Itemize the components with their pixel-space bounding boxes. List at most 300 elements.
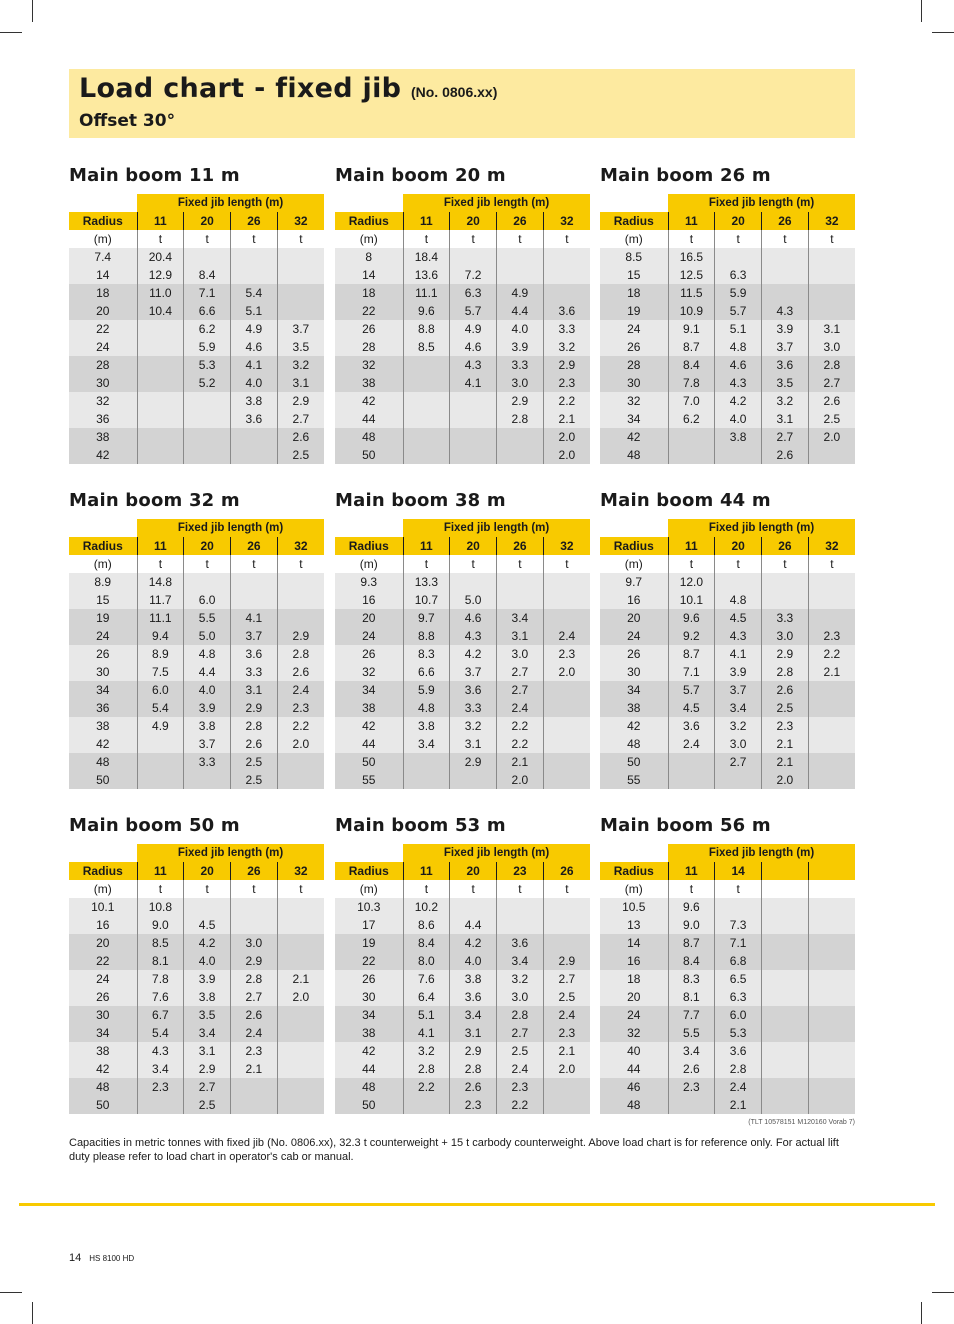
capacity-cell <box>137 428 184 446</box>
capacity-cell <box>762 1024 809 1042</box>
capacity-cell <box>543 717 590 735</box>
radius-cell: 46 <box>600 1078 668 1096</box>
capacity-cell: 2.3 <box>497 1078 544 1096</box>
capacity-cell: 2.4 <box>668 735 715 753</box>
table-row <box>335 392 590 410</box>
boom-table-block <box>600 812 855 1114</box>
capacity-cell <box>762 1096 809 1114</box>
capacity-cell <box>808 1042 855 1060</box>
capacity-cell <box>762 898 809 916</box>
capacity-cell <box>277 1006 324 1024</box>
radius-cell: 32 <box>335 356 403 374</box>
capacity-cell: 4.6 <box>231 338 278 356</box>
capacity-cell: 7.1 <box>184 284 231 302</box>
unit-cell: t <box>715 555 762 573</box>
capacity-cell: 6.7 <box>137 1006 184 1024</box>
capacity-cell: 3.1 <box>762 410 809 428</box>
capacity-cell: 3.4 <box>403 735 450 753</box>
capacity-cell: 2.3 <box>543 1024 590 1042</box>
capacity-cell <box>184 898 231 916</box>
capacity-cell <box>668 1096 715 1114</box>
capacity-cell <box>715 771 762 789</box>
radius-cell: 16 <box>335 591 403 609</box>
table-row <box>600 609 855 627</box>
capacity-cell: 2.6 <box>762 681 809 699</box>
table-row <box>600 988 855 1006</box>
radius-header: Radius <box>600 212 668 230</box>
capacity-cell <box>808 1024 855 1042</box>
radius-cell: 26 <box>69 988 137 1006</box>
capacity-cell: 16.5 <box>668 248 715 266</box>
capacity-cell <box>808 284 855 302</box>
radius-cell: 42 <box>600 717 668 735</box>
capacity-cell: 2.2 <box>497 735 544 753</box>
header-blank <box>69 844 137 862</box>
table-row <box>335 1078 590 1096</box>
radius-cell: 38 <box>69 1042 137 1060</box>
header-blank <box>69 194 137 212</box>
capacity-cell: 11.7 <box>137 591 184 609</box>
capacity-cell: 7.2 <box>450 266 497 284</box>
table-row <box>335 1096 590 1114</box>
capacity-cell <box>543 591 590 609</box>
capacity-cell: 2.2 <box>543 392 590 410</box>
capacity-cell <box>762 284 809 302</box>
capacity-cell <box>277 753 324 771</box>
radius-cell: 24 <box>335 627 403 645</box>
capacity-cell: 6.6 <box>184 302 231 320</box>
table-row <box>69 446 324 464</box>
capacity-cell: 2.5 <box>184 1096 231 1114</box>
capacity-cell <box>277 1078 324 1096</box>
table-row <box>335 663 590 681</box>
capacity-cell: 2.0 <box>543 663 590 681</box>
capacity-cell: 3.6 <box>231 645 278 663</box>
unit-cell: t <box>715 230 762 248</box>
capacity-cell <box>277 898 324 916</box>
radius-cell: 36 <box>69 410 137 428</box>
jib-length-column: 11 <box>668 537 715 555</box>
capacity-cell: 3.2 <box>277 356 324 374</box>
capacity-cell: 4.8 <box>403 699 450 717</box>
unit-cell <box>762 880 809 898</box>
capacity-cell <box>543 573 590 591</box>
capacity-cell: 2.1 <box>543 410 590 428</box>
capacity-cell <box>668 428 715 446</box>
capacity-cell <box>231 573 278 591</box>
capacity-cell <box>762 266 809 284</box>
capacity-cell <box>808 753 855 771</box>
jib-length-header: Fixed jib length (m) <box>403 844 590 862</box>
capacity-cell <box>231 898 278 916</box>
load-table <box>600 194 855 464</box>
radius-cell: 28 <box>600 356 668 374</box>
radius-cell: 16 <box>600 952 668 970</box>
page-title-text: Load chart - fixed jib <box>79 73 402 104</box>
capacity-cell: 2.3 <box>543 374 590 392</box>
table-row <box>69 898 324 916</box>
reference-note: (TLT 10578151 M120160 Vorab 7) <box>748 1119 855 1126</box>
capacity-cell: 3.3 <box>184 753 231 771</box>
radius-unit: (m) <box>69 230 137 248</box>
capacity-cell: 3.4 <box>668 1042 715 1060</box>
capacity-cell <box>808 934 855 952</box>
capacity-cell: 3.5 <box>277 338 324 356</box>
table-row <box>600 898 855 916</box>
capacity-cell: 2.2 <box>497 717 544 735</box>
capacity-cell: 5.0 <box>450 591 497 609</box>
radius-cell: 50 <box>335 753 403 771</box>
capacity-cell: 7.5 <box>137 663 184 681</box>
capacity-cell: 2.5 <box>231 771 278 789</box>
boom-table-title: Main boom 53 m <box>335 815 506 836</box>
radius-cell: 40 <box>600 1042 668 1060</box>
capacity-cell: 3.9 <box>715 663 762 681</box>
capacity-cell <box>277 1024 324 1042</box>
capacity-cell <box>543 934 590 952</box>
capacity-cell: 2.8 <box>497 1006 544 1024</box>
capacity-cell: 2.9 <box>231 952 278 970</box>
page-title <box>79 73 497 104</box>
table-row <box>335 970 590 988</box>
table-row <box>335 699 590 717</box>
table-row <box>600 1078 855 1096</box>
table-row <box>335 645 590 663</box>
capacity-cell <box>450 898 497 916</box>
capacity-cell: 10.8 <box>137 898 184 916</box>
radius-header: Radius <box>69 212 137 230</box>
table-row <box>335 356 590 374</box>
jib-length-column: 11 <box>668 212 715 230</box>
capacity-cell: 5.1 <box>231 302 278 320</box>
unit-cell: t <box>137 880 184 898</box>
unit-cell: t <box>497 230 544 248</box>
capacity-cell: 8.5 <box>137 934 184 952</box>
capacity-cell: 5.0 <box>184 627 231 645</box>
jib-length-column: 11 <box>137 862 184 880</box>
capacity-cell: 2.9 <box>277 627 324 645</box>
capacity-cell: 5.9 <box>403 681 450 699</box>
table-row <box>69 302 324 320</box>
table-row <box>335 916 590 934</box>
table-row <box>600 663 855 681</box>
load-table <box>335 844 590 1114</box>
table-row <box>335 320 590 338</box>
radius-cell: 34 <box>600 681 668 699</box>
capacity-cell: 5.4 <box>137 1024 184 1042</box>
footer-divider <box>19 1203 935 1206</box>
radius-cell: 19 <box>600 302 668 320</box>
capacity-cell: 4.3 <box>762 302 809 320</box>
boom-table-block <box>335 812 590 1114</box>
capacity-cell: 5.1 <box>715 320 762 338</box>
capacity-cell: 6.0 <box>184 591 231 609</box>
capacity-cell: 3.8 <box>403 717 450 735</box>
capacity-cell <box>184 446 231 464</box>
radius-header: Radius <box>335 537 403 555</box>
capacity-cell: 4.0 <box>184 952 231 970</box>
header-blank <box>69 519 137 537</box>
table-row <box>600 338 855 356</box>
table-row <box>335 374 590 392</box>
radius-cell: 24 <box>600 627 668 645</box>
jib-length-column: 26 <box>762 537 809 555</box>
capacity-cell: 3.1 <box>277 374 324 392</box>
capacity-cell <box>808 302 855 320</box>
jib-length-column: 11 <box>403 537 450 555</box>
capacity-cell: 6.5 <box>715 970 762 988</box>
capacity-cell <box>808 699 855 717</box>
capacity-cell: 3.4 <box>497 952 544 970</box>
capacity-cell: 2.0 <box>808 428 855 446</box>
capacity-cell: 8.8 <box>403 320 450 338</box>
table-row <box>335 988 590 1006</box>
capacity-cell <box>497 428 544 446</box>
boom-table-title: Main boom 56 m <box>600 815 771 836</box>
capacity-cell <box>403 771 450 789</box>
crop-mark <box>932 1292 954 1293</box>
capacity-cell: 7.6 <box>403 970 450 988</box>
table-row <box>69 970 324 988</box>
radius-cell: 9.7 <box>600 573 668 591</box>
jib-length-header: Fixed jib length (m) <box>403 519 590 537</box>
capacity-cell: 4.2 <box>184 934 231 952</box>
capacity-cell: 3.0 <box>808 338 855 356</box>
radius-cell: 38 <box>335 374 403 392</box>
page-footer <box>69 1252 134 1264</box>
radius-cell: 34 <box>69 1024 137 1042</box>
capacity-cell: 4.1 <box>715 645 762 663</box>
capacity-cell <box>808 446 855 464</box>
radius-cell: 20 <box>600 988 668 1006</box>
capacity-cell: 2.7 <box>277 410 324 428</box>
unit-cell: t <box>543 555 590 573</box>
radius-cell: 48 <box>600 1096 668 1114</box>
radius-cell: 8.9 <box>69 573 137 591</box>
radius-cell: 34 <box>69 681 137 699</box>
jib-length-column: 14 <box>715 862 762 880</box>
capacity-cell <box>808 952 855 970</box>
capacity-cell: 10.7 <box>403 591 450 609</box>
capacity-cell: 4.2 <box>450 645 497 663</box>
unit-cell: t <box>450 555 497 573</box>
radius-header: Radius <box>69 537 137 555</box>
capacity-cell: 2.3 <box>450 1096 497 1114</box>
table-row <box>69 627 324 645</box>
unit-cell: t <box>715 880 762 898</box>
capacity-cell: 7.0 <box>668 392 715 410</box>
radius-cell: 48 <box>69 753 137 771</box>
capacity-cell: 3.1 <box>808 320 855 338</box>
capacity-cell: 7.3 <box>715 916 762 934</box>
capacity-cell: 9.2 <box>668 627 715 645</box>
table-row <box>69 609 324 627</box>
capacity-cell <box>808 970 855 988</box>
crop-mark <box>932 32 954 33</box>
capacity-cell <box>450 428 497 446</box>
capacity-cell: 3.2 <box>715 717 762 735</box>
table-row <box>600 771 855 789</box>
capacity-cell: 2.5 <box>543 988 590 1006</box>
boom-table-title: Main boom 26 m <box>600 165 771 186</box>
radius-cell: 18 <box>335 284 403 302</box>
radius-cell: 50 <box>335 446 403 464</box>
jib-length-column: 11 <box>403 862 450 880</box>
capacity-cell <box>277 248 324 266</box>
capacity-cell: 4.6 <box>715 356 762 374</box>
capacity-cell <box>184 428 231 446</box>
capacity-cell: 5.7 <box>715 302 762 320</box>
jib-length-column: 26 <box>497 537 544 555</box>
crop-mark <box>0 1292 22 1293</box>
radius-cell: 20 <box>69 302 137 320</box>
capacity-cell: 3.1 <box>450 735 497 753</box>
capacity-cell: 4.1 <box>403 1024 450 1042</box>
unit-cell: t <box>808 555 855 573</box>
table-row <box>335 410 590 428</box>
capacity-cell: 6.4 <box>403 988 450 1006</box>
capacity-cell: 3.6 <box>543 302 590 320</box>
capacity-cell: 4.0 <box>497 320 544 338</box>
radius-cell: 55 <box>600 771 668 789</box>
capacity-cell: 4.4 <box>450 916 497 934</box>
capacity-cell: 5.5 <box>184 609 231 627</box>
capacity-cell: 2.7 <box>808 374 855 392</box>
capacity-cell: 4.8 <box>715 338 762 356</box>
capacity-cell: 3.1 <box>497 627 544 645</box>
radius-cell: 14 <box>600 934 668 952</box>
table-row <box>600 320 855 338</box>
capacity-cell: 2.8 <box>450 1060 497 1078</box>
capacity-cell <box>450 410 497 428</box>
radius-cell: 30 <box>600 663 668 681</box>
boom-table-block <box>600 162 855 464</box>
capacity-cell: 2.9 <box>762 645 809 663</box>
jib-length-column: 32 <box>808 537 855 555</box>
capacity-cell <box>450 573 497 591</box>
capacity-cell: 9.0 <box>137 916 184 934</box>
radius-cell: 42 <box>335 1042 403 1060</box>
jib-length-header: Fixed jib length (m) <box>668 844 855 862</box>
capacity-cell: 3.6 <box>231 410 278 428</box>
capacity-cell: 2.8 <box>762 663 809 681</box>
capacity-cell: 7.1 <box>715 934 762 952</box>
radius-cell: 22 <box>69 320 137 338</box>
crop-mark <box>32 1302 33 1324</box>
capacity-cell: 8.4 <box>668 356 715 374</box>
capacity-cell <box>277 1096 324 1114</box>
capacity-cell: 4.6 <box>450 609 497 627</box>
radius-cell: 10.1 <box>69 898 137 916</box>
capacity-cell: 9.6 <box>668 609 715 627</box>
capacity-cell: 6.8 <box>715 952 762 970</box>
radius-cell: 10.3 <box>335 898 403 916</box>
capacity-cell: 13.6 <box>403 266 450 284</box>
boom-table-title: Main boom 32 m <box>69 490 240 511</box>
radius-cell: 9.3 <box>335 573 403 591</box>
unit-cell: t <box>762 555 809 573</box>
table-row <box>335 771 590 789</box>
radius-cell: 18 <box>600 284 668 302</box>
table-row <box>600 970 855 988</box>
capacity-cell <box>137 374 184 392</box>
table-row <box>335 284 590 302</box>
table-row <box>69 645 324 663</box>
capacity-cell <box>450 446 497 464</box>
capacity-cell: 6.2 <box>668 410 715 428</box>
capacity-cell: 4.5 <box>715 609 762 627</box>
capacity-cell: 11.1 <box>137 609 184 627</box>
table-row <box>600 284 855 302</box>
radius-cell: 50 <box>600 753 668 771</box>
table-row <box>69 392 324 410</box>
capacity-cell <box>403 428 450 446</box>
capacity-cell: 8.5 <box>403 338 450 356</box>
jib-length-column: 26 <box>543 862 590 880</box>
capacity-cell: 3.6 <box>497 934 544 952</box>
capacity-cell <box>231 1078 278 1096</box>
capacity-cell: 3.2 <box>450 717 497 735</box>
capacity-cell: 2.0 <box>277 988 324 1006</box>
capacity-cell: 3.0 <box>497 374 544 392</box>
jib-length-header: Fixed jib length (m) <box>137 844 324 862</box>
capacity-cell: 3.9 <box>184 699 231 717</box>
table-row <box>69 934 324 952</box>
capacity-cell: 2.0 <box>277 735 324 753</box>
load-table <box>600 519 855 789</box>
capacity-cell: 3.8 <box>184 717 231 735</box>
capacity-cell <box>231 428 278 446</box>
table-row <box>335 1006 590 1024</box>
unit-cell: t <box>543 880 590 898</box>
capacity-cell <box>403 410 450 428</box>
capacity-cell <box>668 753 715 771</box>
unit-cell: t <box>808 230 855 248</box>
capacity-cell <box>277 1060 324 1078</box>
capacity-cell: 3.5 <box>184 1006 231 1024</box>
jib-length-column: 26 <box>231 537 278 555</box>
jib-length-column: 20 <box>450 212 497 230</box>
capacity-cell: 2.1 <box>543 1042 590 1060</box>
capacity-cell <box>808 1096 855 1114</box>
radius-cell: 19 <box>69 609 137 627</box>
capacity-cell: 4.3 <box>450 627 497 645</box>
radius-header: Radius <box>600 537 668 555</box>
table-row <box>600 645 855 663</box>
radius-unit: (m) <box>335 880 403 898</box>
radius-cell: 26 <box>600 338 668 356</box>
table-row <box>335 248 590 266</box>
capacity-cell: 11.1 <box>403 284 450 302</box>
capacity-cell: 3.1 <box>231 681 278 699</box>
radius-cell: 34 <box>600 410 668 428</box>
capacity-cell: 3.6 <box>450 681 497 699</box>
boom-table-title: Main boom 11 m <box>69 165 240 186</box>
jib-length-column: 26 <box>497 212 544 230</box>
capacity-cell: 2.6 <box>277 428 324 446</box>
capacity-cell: 3.2 <box>543 338 590 356</box>
capacity-cell <box>808 609 855 627</box>
unit-cell: t <box>403 230 450 248</box>
capacity-cell <box>762 970 809 988</box>
capacity-cell <box>668 771 715 789</box>
radius-cell: 30 <box>335 988 403 1006</box>
header-blank <box>600 194 668 212</box>
capacity-cell: 4.1 <box>450 374 497 392</box>
capacity-cell: 10.2 <box>403 898 450 916</box>
capacity-cell: 2.8 <box>277 645 324 663</box>
radius-cell: 22 <box>335 952 403 970</box>
